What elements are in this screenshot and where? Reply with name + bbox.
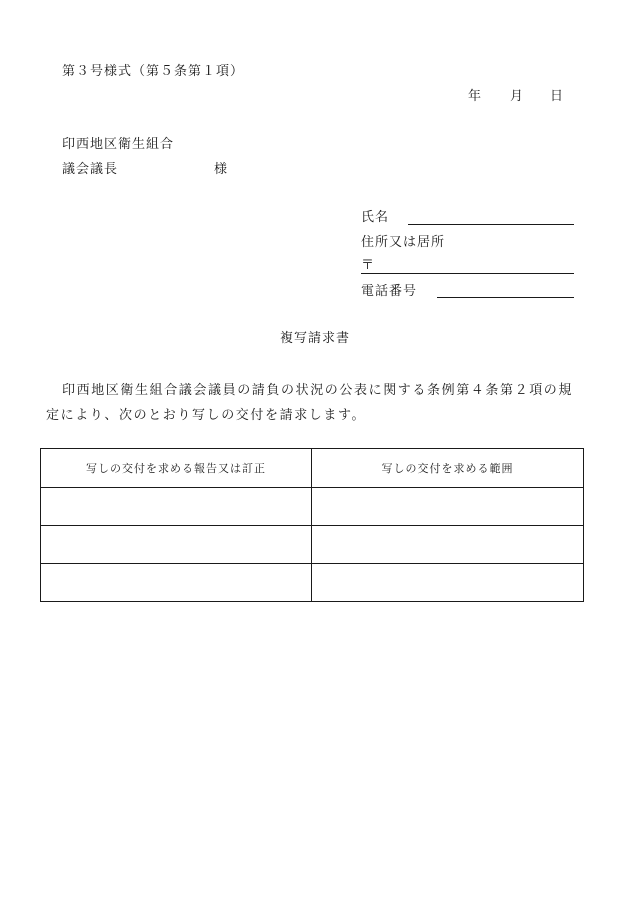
document-title: 複写請求書: [279, 331, 350, 346]
addressee-title: 議会議長: [62, 162, 119, 177]
phone-label: 電話番号: [361, 284, 418, 299]
table-header-report: 写しの交付を求める報告又は訂正: [41, 449, 312, 488]
table-cell[interactable]: [312, 526, 584, 564]
body-text: 印西地区衛生組合議会議員の請負の状況の公表に関する条例第４条第２項の規定により、次のとおり写しの交付を請求します。: [46, 383, 574, 423]
date-day-label: 日: [550, 89, 564, 104]
table-cell[interactable]: [41, 526, 312, 564]
addressee-honorific: 様: [214, 162, 228, 177]
phone-field-line[interactable]: [437, 297, 574, 298]
addressee-organization: 印西地区衛生組合: [62, 137, 175, 152]
request-table: [40, 448, 584, 602]
date-month-label: 月: [510, 89, 524, 104]
form-number: 第３号様式（第５条第１項）: [62, 64, 245, 79]
table-header-range: 写しの交付を求める範囲: [312, 449, 584, 488]
table-row: [41, 564, 584, 602]
name-field-line[interactable]: [408, 224, 574, 225]
table-cell[interactable]: [41, 564, 312, 602]
address-field-line[interactable]: [361, 273, 574, 274]
table-header-row: [41, 449, 584, 488]
name-label: 氏名: [361, 210, 390, 225]
table-cell[interactable]: [312, 488, 584, 526]
address-label: 住所又は居所: [361, 235, 446, 250]
table-cell[interactable]: [312, 564, 584, 602]
date-year-label: 年: [468, 89, 482, 104]
table-row: [41, 488, 584, 526]
date-line: [468, 89, 563, 105]
table-cell[interactable]: [41, 488, 312, 526]
postal-mark: 〒: [361, 258, 375, 273]
table-row: [41, 526, 584, 564]
